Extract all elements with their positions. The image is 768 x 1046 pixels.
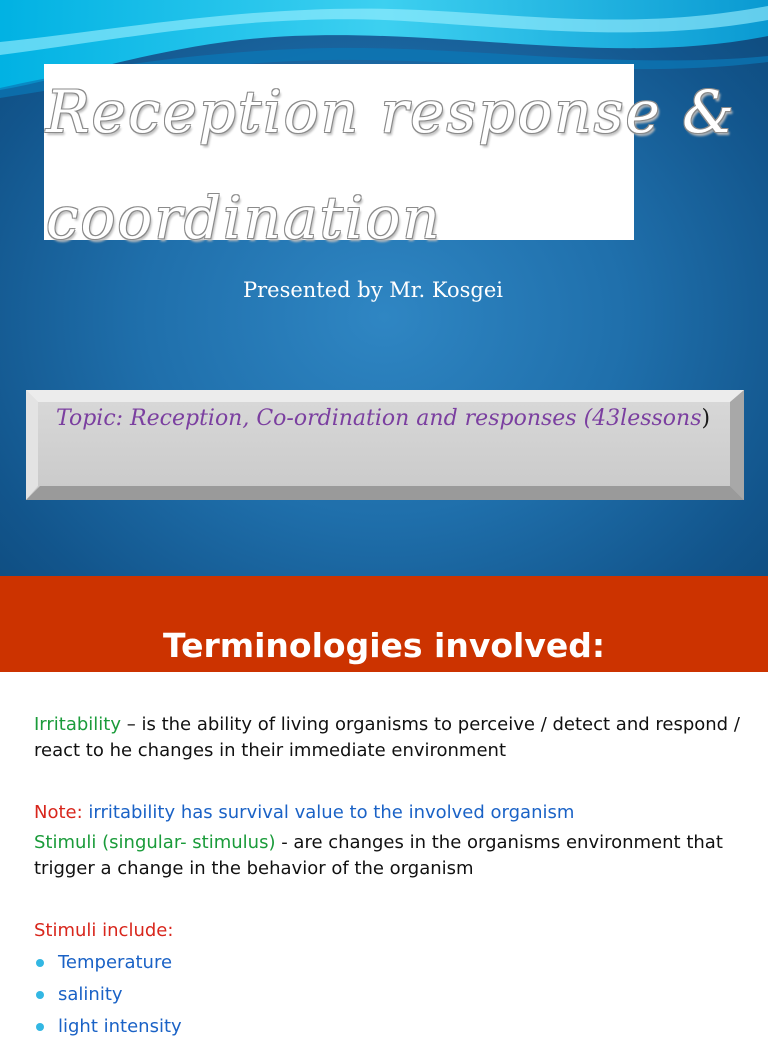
header-band bbox=[0, 576, 768, 672]
terminology-slide bbox=[0, 576, 768, 1037]
note-label: Note: bbox=[34, 802, 83, 823]
note-line bbox=[34, 800, 574, 826]
title-box bbox=[44, 64, 736, 252]
stimuli-text: - are changes in the organisms environment that trigger a change in the behavior of the organism bbox=[34, 832, 723, 879]
list-item-text: salinity bbox=[58, 984, 123, 1005]
slide-title-line-1: Reception response & bbox=[46, 78, 736, 146]
irritability-definition bbox=[34, 712, 754, 764]
irritability-text: – is the ability of living organisms to perceive / detect and respond / react to he changes in their immediate environment bbox=[34, 714, 740, 761]
topic-closing-paren: ) bbox=[701, 406, 711, 431]
presenter-text: Presented by Mr. Kosgei bbox=[242, 278, 503, 302]
topic-box bbox=[26, 390, 744, 500]
stimuli-list bbox=[34, 950, 182, 1046]
bullet-dot-icon bbox=[36, 1023, 44, 1031]
list-item bbox=[34, 1014, 182, 1046]
list-item-text: light intensity bbox=[58, 1016, 182, 1037]
bullet-dot-icon bbox=[36, 991, 44, 999]
stimuli-include-heading: Stimuli include: bbox=[34, 920, 174, 941]
topic-label: Topic: Reception, Co-ordination and responses (43lessons bbox=[56, 406, 702, 431]
list-item-text: Temperature bbox=[58, 952, 173, 973]
slide-heading: Terminologies involved: bbox=[162, 626, 606, 665]
list-item bbox=[34, 982, 182, 1014]
note-text: irritability has survival value to the involved organism bbox=[82, 802, 575, 823]
stimuli-definition bbox=[34, 830, 754, 882]
stimuli-term: Stimuli (singular- stimulus) bbox=[34, 832, 276, 853]
topic-text bbox=[56, 406, 710, 431]
irritability-term: Irritability bbox=[34, 714, 122, 735]
slide-title-line-2: coordination bbox=[46, 184, 442, 252]
bullet-dot-icon bbox=[36, 959, 44, 967]
list-item bbox=[34, 950, 182, 982]
